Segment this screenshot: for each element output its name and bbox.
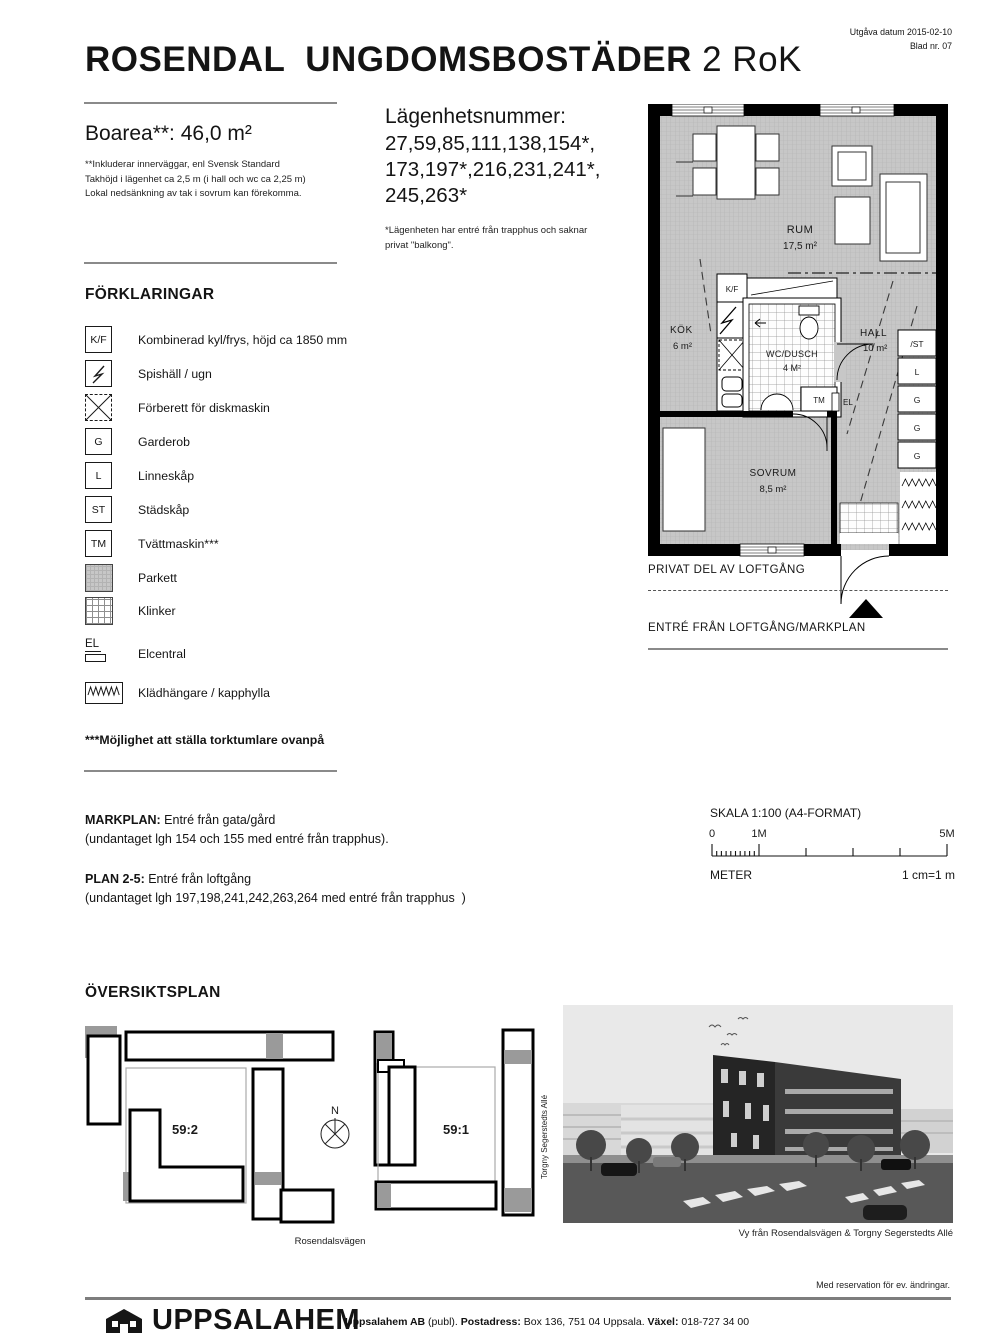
uppsalahem-logo-icon <box>104 1307 144 1333</box>
legend-heading: FÖRKLARINGAR <box>85 286 215 303</box>
legend-label: Parkett <box>138 571 177 585</box>
divider <box>84 102 337 104</box>
boarea-note-2: Takhöjd i lägenhet ca 2,5 m (i hall och wc ca 2,25 m) <box>85 173 306 185</box>
svg-text:1M: 1M <box>751 828 767 840</box>
page-title-suffix: 2 RoK <box>691 40 802 79</box>
apartments-line: 173,197*,216,231,241*, <box>385 158 601 181</box>
uppsalahem-brand: UPPSALAHEM <box>152 1304 361 1333</box>
legend-label: Linneskåp <box>138 469 195 483</box>
plan25-line: PLAN 2-5: Entré från loftgång <box>85 872 252 886</box>
wardrobe-icon: G <box>85 428 112 455</box>
svg-text:KÖK: KÖK <box>670 325 693 336</box>
photo-caption: Vy från Rosendalsvägen & Torgny Segerstedts Allé <box>738 1228 953 1239</box>
apartments-line: 245,263* <box>385 184 468 207</box>
site-block-left <box>85 1026 333 1222</box>
legend-label: Kombinerad kyl/frys, höjd ca 1850 mm <box>138 333 348 347</box>
fridge-freezer-label: K/F <box>725 285 739 294</box>
svg-text:G: G <box>913 451 921 461</box>
legend-label: Städskåp <box>138 503 190 517</box>
stove-icon <box>85 360 112 387</box>
svg-text:/ST: /ST <box>910 339 924 349</box>
sheet-meta <box>850 25 952 53</box>
plan25-note: (undantaget lgh 197,198,241,242,263,264 med entré från trapphus ) <box>85 890 466 905</box>
sheet-number: Blad nr. 07 <box>909 41 952 51</box>
legend-item-stove <box>85 360 505 390</box>
svg-text:WC/DUSCH: WC/DUSCH <box>766 349 818 359</box>
scale-heading: SKALA 1:100 (A4-FORMAT) <box>710 806 862 820</box>
svg-text:L: L <box>914 367 920 377</box>
legend-item-stadskap <box>85 496 505 526</box>
toilet <box>799 306 819 339</box>
boarea-note-1: **Inkluderar innerväggar, enl Svensk Standard <box>85 159 280 170</box>
markplan-note: (undantaget lgh 154 och 155 med entré från trapphus). <box>85 831 389 846</box>
street-label-bottom: Rosendalsvägen <box>294 1236 366 1247</box>
scale-bar <box>705 826 955 866</box>
legend-item-dishwasher <box>85 394 505 424</box>
legend-label: Spishäll / ugn <box>138 367 212 381</box>
washing-machine-icon: TM <box>85 530 112 557</box>
legend-label: Elcentral <box>138 647 186 661</box>
scale-unit-label: METER <box>710 868 752 882</box>
markplan-line: MARKPLAN: Entré från gata/gård <box>85 813 276 827</box>
legend-item-garderob <box>85 428 505 458</box>
legend-item-linneskap <box>85 462 505 492</box>
coat-rack <box>900 472 936 544</box>
legend-label: Tvättmaskin*** <box>138 537 219 551</box>
page-title <box>85 40 802 80</box>
issue-date: Utgåva datum 2015-02-10 <box>849 27 952 37</box>
street-view-photo <box>563 1005 953 1223</box>
company-info: Uppsalahem AB (publ). Postadress: Box 136, 751 04 Uppsala. Växel: 018-727 34 00 <box>345 1316 750 1328</box>
dishwasher-icon <box>85 394 112 421</box>
apartments-line: 27,59,85,111,138,154*, <box>385 132 596 155</box>
legend-footnote: ***Möjlighet att ställa torktumlare ovanpå <box>85 733 325 747</box>
legend-item-klinker <box>85 597 505 627</box>
svg-text:G: G <box>913 395 921 405</box>
coat-rack-icon <box>85 682 123 704</box>
sofa <box>880 174 927 261</box>
electrical-panel-icon: EL <box>85 638 106 662</box>
entry-tiles <box>840 503 898 544</box>
entry-arrow-icon <box>849 599 883 618</box>
svg-text:5M: 5M <box>939 828 955 840</box>
legend-item-tvattmaskin <box>85 530 505 560</box>
street-label-right: Torgny Segerstedts Allé <box>540 1094 549 1180</box>
legend-label: Klädhängare / kapphylla <box>138 686 270 700</box>
compass-icon <box>321 1105 349 1148</box>
scale-units <box>710 868 955 882</box>
svg-text:G: G <box>913 423 921 433</box>
svg-text:HALL: HALL <box>860 328 888 339</box>
boarea-note-3: Lokal nedsänkning av tak i sovrum kan förekomma. <box>85 188 302 199</box>
divider <box>84 262 337 264</box>
legend-item-elcentral <box>85 638 505 668</box>
svg-text:6 m²: 6 m² <box>673 341 692 352</box>
private-walkway-label: PRIVAT DEL AV LOFTGÅNG <box>648 564 806 576</box>
boarea-notes <box>85 158 306 202</box>
svg-text:SOVRUM: SOVRUM <box>749 468 797 479</box>
page-title-main: ROSENDAL UNGDOMSBOSTÄDER <box>85 40 692 79</box>
bed <box>663 428 705 531</box>
overview-heading: ÖVERSIKTSPLAN <box>85 984 221 1001</box>
tile-swatch-icon <box>85 597 113 625</box>
entry-door <box>841 556 889 604</box>
legend-label: Klinker <box>138 604 176 618</box>
svg-text:8,5 m²: 8,5 m² <box>759 484 787 495</box>
entrance-info <box>85 811 466 907</box>
svg-text:N: N <box>331 1105 339 1117</box>
site-plan <box>63 1022 563 1257</box>
legend-item-kf <box>85 326 505 356</box>
legend-label: Förberett för diskmaskin <box>138 401 270 415</box>
legend-label: Garderob <box>138 435 190 449</box>
svg-text:10 m²: 10 m² <box>863 343 888 354</box>
entry-direction-label: ENTRÉ FRÅN LOFTGÅNG/MARKPLAN <box>648 622 866 634</box>
linen-closet-icon: L <box>85 462 112 489</box>
parquet-swatch-icon <box>85 564 113 592</box>
scale-equivalence: 1 cm=1 m <box>901 868 955 882</box>
cleaning-closet-icon: ST <box>85 496 112 523</box>
svg-text:RUM: RUM <box>786 224 814 236</box>
fridge-freezer-icon: K/F <box>85 326 112 353</box>
legend-item-kladhangare <box>85 682 505 712</box>
divider <box>648 648 948 650</box>
walkway-boundary-dashline <box>648 590 948 591</box>
floor-plan-drawing <box>648 104 948 609</box>
svg-text:EL: EL <box>843 398 853 407</box>
svg-text:17,5 m²: 17,5 m² <box>783 241 817 252</box>
disclaimer: Med reservation för ev. ändringar. <box>816 1280 950 1290</box>
washing-machine-label: TM <box>813 396 825 405</box>
boarea-heading: Boarea**: 46,0 m² <box>85 122 252 145</box>
apartments-footnote: *Lägenheten har entré från trapphus och saknar privat "balkong". <box>385 225 588 251</box>
site-block-right-label: 59:1 <box>442 1122 470 1137</box>
site-block-right <box>375 1030 533 1215</box>
divider <box>84 770 337 772</box>
site-block-left-label: 59:2 <box>171 1122 199 1137</box>
legend-item-parkett <box>85 564 505 594</box>
svg-text:0: 0 <box>708 828 716 840</box>
apartment-numbers <box>385 105 600 253</box>
footer-divider <box>85 1297 951 1300</box>
apartments-heading: Lägenhetsnummer: <box>385 105 566 128</box>
svg-text:4 M²: 4 M² <box>783 363 801 373</box>
